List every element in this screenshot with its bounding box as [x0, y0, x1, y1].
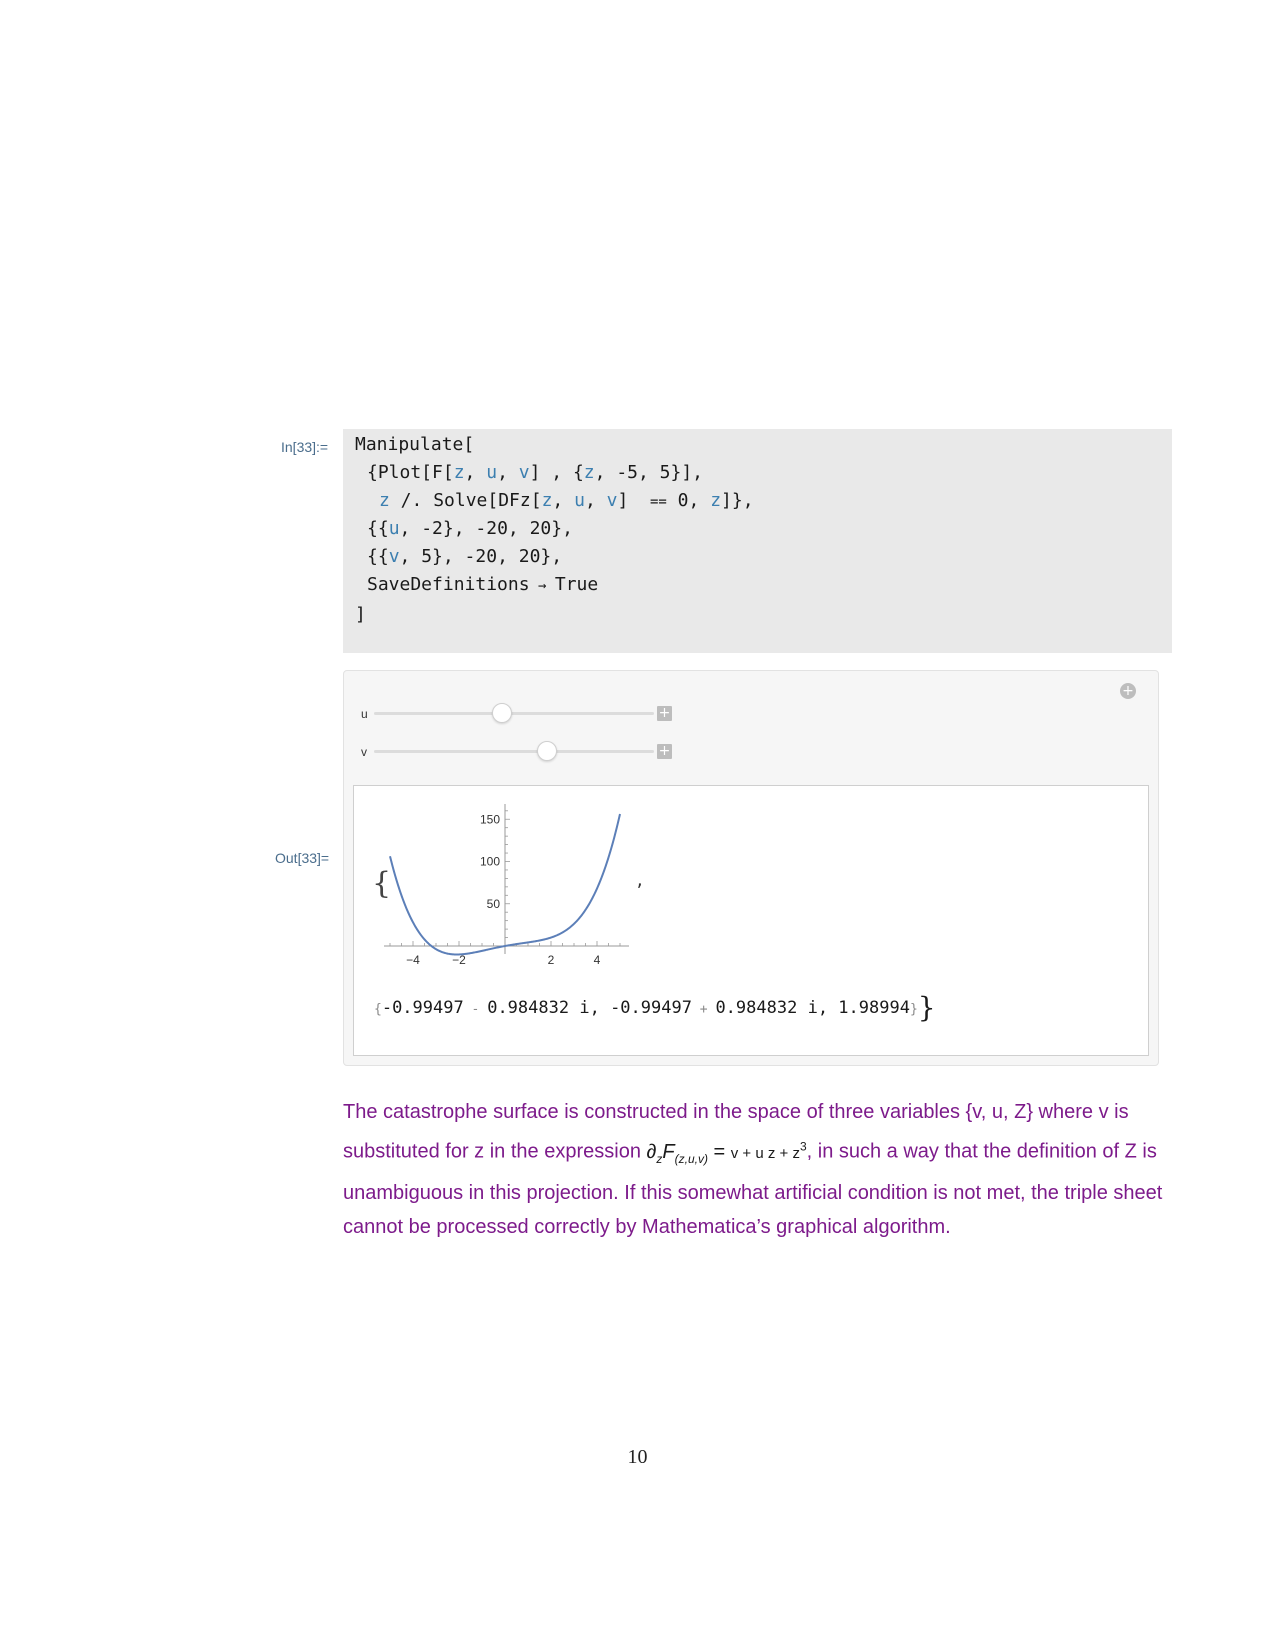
- code-line-5: {{v, 5}, -20, 20},: [367, 546, 563, 567]
- y-tick-label: 50: [486, 896, 500, 911]
- slider-u-thumb[interactable]: [492, 703, 512, 723]
- plot: [384, 796, 644, 971]
- y-tick-label: 100: [479, 854, 500, 869]
- solve-result: {-0.99497 - 0.984832 i, -0.99497 + 0.984832 i, 1.98994}}: [374, 991, 936, 1024]
- x-tick-label: 2: [547, 953, 555, 967]
- code-line-2: {Plot[F[z, u, v] , {z, -5, 5}],: [367, 462, 704, 483]
- options-plus-icon[interactable]: +: [1120, 683, 1136, 699]
- description-paragraph: The catastrophe surface is constructed in the space of three variables {v, u, Z} where v is substituted for z in the expression $\partial_zF_{(z,u,v)} = v + u$ $z + z^3$, in such a way that the definition of Z is unambiguous in this projection. If this somewhat artificial condition is not met, the triple sheet cannot be processed correctly by Mathematica’s graphical algorithm.: [343, 1101, 1163, 1238]
- slider-u-label: u: [361, 707, 368, 721]
- code-line-1: Manipulate[: [355, 434, 475, 455]
- output-cell-label: Out[33]=: [275, 850, 330, 866]
- y-tick-label: 150: [479, 812, 500, 827]
- code-line-3: z /. Solve[DFz[z, u, v] == 0, z]},: [379, 490, 754, 511]
- slider-v-label: v: [361, 745, 367, 759]
- slider-u-track[interactable]: [374, 712, 654, 715]
- slider-v-thumb[interactable]: [537, 741, 557, 761]
- page-number: 10: [627, 1446, 648, 1468]
- slider-v-plus-icon[interactable]: +: [658, 743, 671, 759]
- x-tick-label: 4: [593, 953, 601, 967]
- input-cell-label: In[33]:=: [281, 439, 329, 455]
- slider-u-plus-icon[interactable]: +: [658, 705, 671, 721]
- output-comma: ,: [635, 871, 645, 890]
- x-tick-label: −2: [452, 953, 466, 967]
- output-open-brace: {: [372, 866, 392, 901]
- code-line-6: SaveDefinitions → True: [367, 574, 599, 595]
- x-tick-label: −4: [406, 953, 420, 967]
- code-line-7: ]: [355, 604, 366, 625]
- input-cell[interactable]: [343, 429, 1172, 653]
- slider-v-track[interactable]: [374, 750, 654, 753]
- output-panel: [353, 785, 1149, 1056]
- code-line-4: {{u, -2}, -20, 20},: [367, 518, 573, 539]
